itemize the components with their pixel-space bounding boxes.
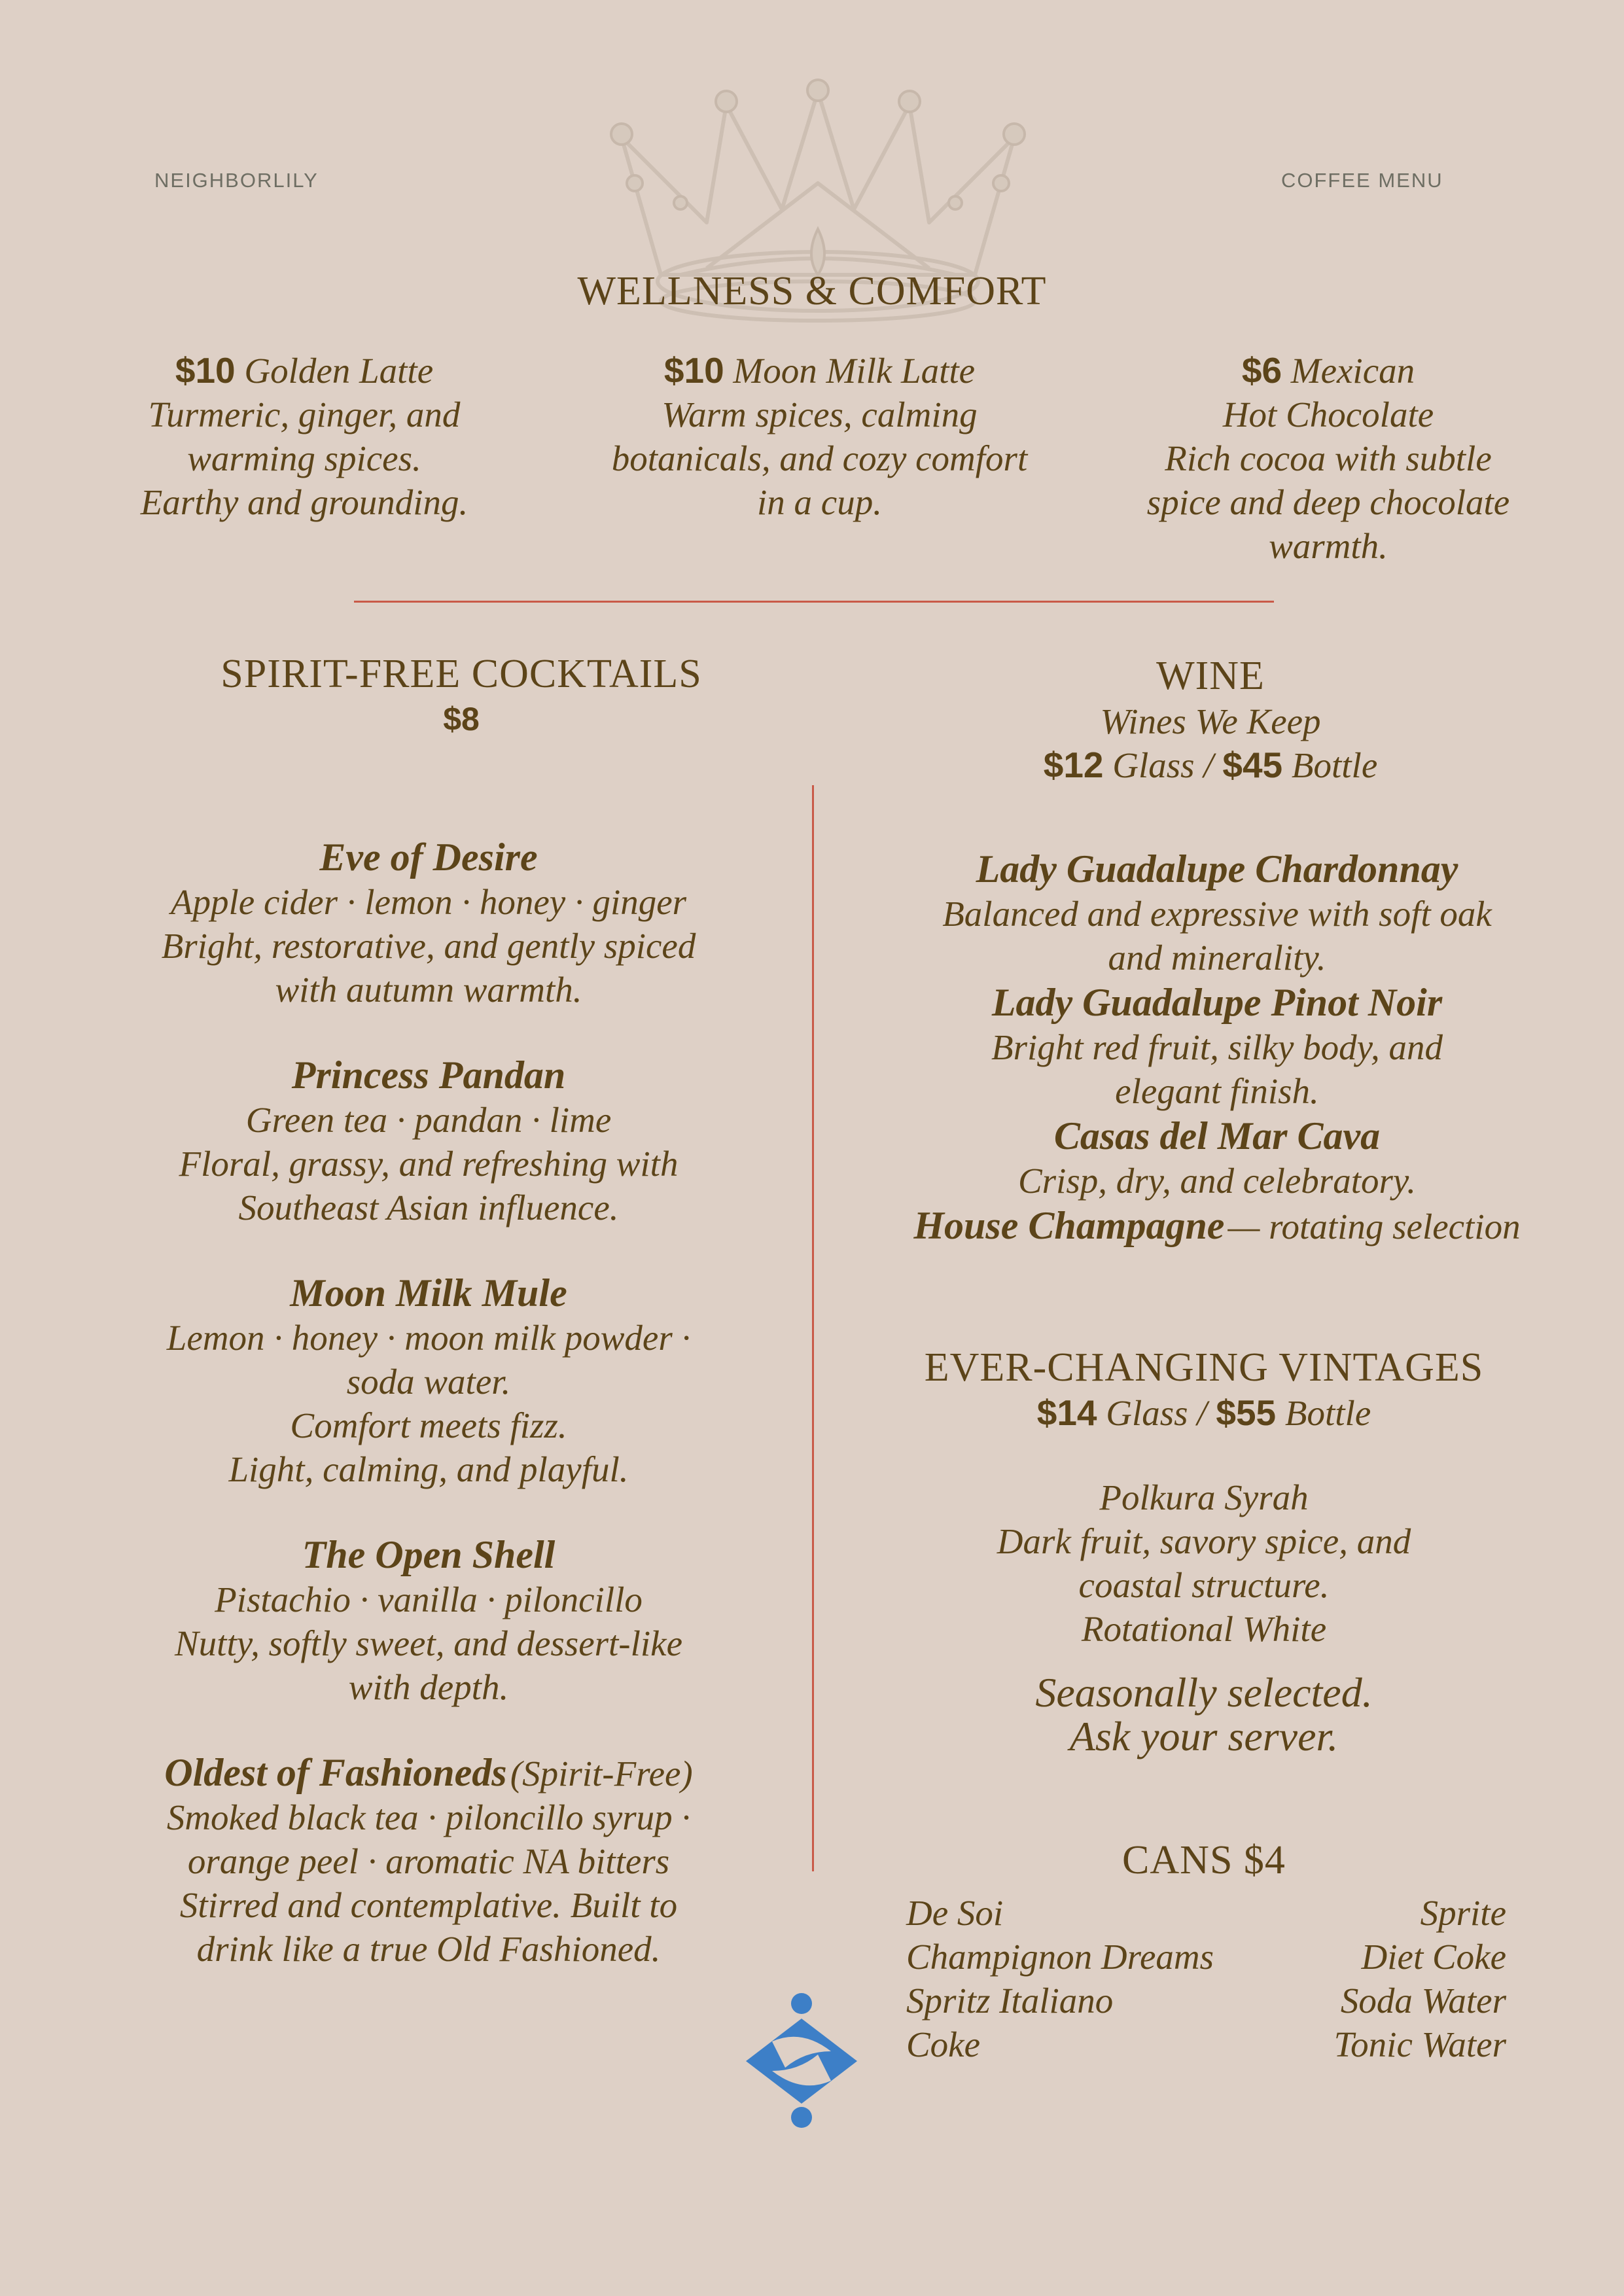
house-champagne-name: House Champagne xyxy=(913,1204,1225,1247)
vertical-divider xyxy=(812,785,814,1871)
can-item: Tonic Water xyxy=(1333,2024,1506,2064)
desc-line: Turmeric, ginger, and xyxy=(148,395,461,434)
vintages-glass-price: $14 xyxy=(1036,1392,1097,1433)
can-item: De Soi xyxy=(906,1893,1004,1933)
vintages-line: coastal structure. xyxy=(1078,1565,1330,1605)
cocktail-line: drink like a true Old Fashioned. xyxy=(196,1929,661,1969)
cocktail-line: Smoked black tea · piloncillo syrup · xyxy=(166,1797,691,1837)
cocktail-item xyxy=(65,1052,792,1229)
cocktail-heading xyxy=(65,1750,792,1795)
cocktail-suffix: (Spirit-Free) xyxy=(510,1754,693,1793)
cocktail-line: Light, calming, and playful. xyxy=(228,1449,629,1489)
wine-glass-label: Glass / xyxy=(1112,745,1214,785)
cocktail-line: Green tea · pandan · lime xyxy=(245,1100,612,1140)
wine-header xyxy=(857,653,1564,787)
vintages-line: Rotational White xyxy=(1081,1609,1327,1649)
golden-latte-item xyxy=(92,349,517,524)
menu-label: COFFEE MENU xyxy=(1281,169,1443,192)
cocktail-line: Lemon · honey · moon milk powder · xyxy=(166,1318,691,1358)
wine-pricing xyxy=(857,743,1564,787)
wine-name: Casas del Mar Cava xyxy=(1053,1114,1381,1157)
desc-line: Earthy and grounding. xyxy=(140,482,468,522)
cocktail-line: Floral, grassy, and refreshing with xyxy=(179,1144,679,1184)
vintages-title: EVER-CHANGING VINTAGES xyxy=(924,1345,1484,1390)
cans-right-list xyxy=(1334,1891,1506,2066)
cocktail-line: with depth. xyxy=(348,1667,509,1707)
golden-latte-price: $10 xyxy=(175,350,236,391)
cans-left-list xyxy=(906,1891,1214,2066)
cocktail-item xyxy=(65,1532,792,1709)
cocktail-line: Nutty, softly sweet, and dessert-like xyxy=(175,1623,682,1663)
hot-chocolate-price: $6 xyxy=(1241,350,1282,391)
spirit-free-list xyxy=(65,834,792,2011)
golden-latte-heading xyxy=(92,349,517,393)
cocktail-name: Oldest of Fashioneds xyxy=(164,1751,507,1794)
house-champagne xyxy=(857,1203,1577,1248)
vintages-line: Dark fruit, savory spice, and xyxy=(997,1521,1411,1561)
cocktail-line: Pistachio · vanilla · piloncillo xyxy=(215,1580,643,1619)
spirit-free-header xyxy=(98,651,824,738)
wine-line: Bright red fruit, silky body, and xyxy=(991,1027,1443,1067)
cocktail-item xyxy=(65,1750,792,1971)
wine-glass-price: $12 xyxy=(1043,745,1104,785)
wine-line: Crisp, dry, and celebratory. xyxy=(1017,1161,1417,1201)
cocktail-name: Princess Pandan xyxy=(291,1053,566,1097)
moon-milk-latte-item xyxy=(576,349,1063,524)
cocktail-name: Eve of Desire xyxy=(319,836,538,879)
vintages-note: Seasonally selected. xyxy=(1035,1669,1373,1716)
brand-logo-icon xyxy=(733,1989,870,2133)
vintages-note: Ask your server. xyxy=(1069,1713,1339,1759)
cocktail-item xyxy=(65,1270,792,1491)
desc-line: warmth. xyxy=(1269,526,1388,566)
spirit-free-title: SPIRIT-FREE COCKTAILS xyxy=(221,652,702,696)
house-champagne-note: — rotating selection xyxy=(1227,1207,1521,1246)
vintages-line: Polkura Syrah xyxy=(1099,1477,1309,1517)
desc-line: Rich cocoa with subtle xyxy=(1165,438,1492,478)
vintages-pricing xyxy=(857,1391,1551,1435)
vintages-glass-label: Glass / xyxy=(1106,1393,1207,1433)
cocktail-line: with autumn warmth. xyxy=(275,970,582,1010)
cans-title: CANS $4 xyxy=(1122,1838,1286,1882)
moon-milk-latte-price: $10 xyxy=(663,350,724,391)
spirit-free-price: $8 xyxy=(443,701,480,737)
cocktail-name: The Open Shell xyxy=(302,1533,556,1576)
desc-line: spice and deep chocolate xyxy=(1146,482,1510,522)
wine-line: elegant finish. xyxy=(1115,1071,1319,1111)
wine-bottle-price: $45 xyxy=(1222,745,1283,785)
cocktail-line: Apple cider · lemon · honey · ginger xyxy=(170,882,687,922)
hot-chocolate-name-2: Hot Chocolate xyxy=(1222,395,1434,434)
wine-name: Lady Guadalupe Pinot Noir xyxy=(991,981,1443,1024)
vintages-section xyxy=(857,1345,1551,1758)
wine-line: Balanced and expressive with soft oak xyxy=(942,894,1492,934)
cocktail-line: Stirred and contemplative. Built to xyxy=(179,1885,678,1925)
horizontal-divider xyxy=(354,601,1274,603)
moon-milk-latte-name: Moon Milk Latte xyxy=(733,351,976,391)
cocktail-line: orange peel · aromatic NA bitters xyxy=(187,1841,670,1881)
can-item: Coke xyxy=(906,2024,981,2064)
moon-milk-latte-heading xyxy=(576,349,1063,393)
can-item: Spritz Italiano xyxy=(906,1981,1114,2021)
desc-line: botanicals, and cozy comfort xyxy=(611,438,1028,478)
can-item: Sprite xyxy=(1420,1893,1506,1933)
can-item: Soda Water xyxy=(1340,1981,1506,2021)
cocktail-line: soda water. xyxy=(346,1362,511,1402)
desc-line: in a cup. xyxy=(757,482,882,522)
wine-name: Lady Guadalupe Chardonnay xyxy=(976,847,1458,891)
desc-line: Warm spices, calming xyxy=(662,395,978,434)
wine-bottle-label: Bottle xyxy=(1291,745,1378,785)
can-item: Champignon Dreams xyxy=(906,1937,1214,1977)
wellness-title: WELLNESS & COMFORT xyxy=(577,269,1047,313)
wine-subtitle: Wines We Keep xyxy=(1100,701,1321,741)
wine-title: WINE xyxy=(1156,654,1265,698)
wine-line: and minerality. xyxy=(1108,938,1326,978)
cocktail-line: Comfort meets fizz. xyxy=(290,1405,567,1445)
cocktail-name: Moon Milk Mule xyxy=(290,1271,567,1315)
desc-line: warming spices. xyxy=(187,438,421,478)
golden-latte-name: Golden Latte xyxy=(244,351,434,391)
wine-list xyxy=(857,846,1577,1248)
cocktail-item xyxy=(65,834,792,1012)
vintages-bottle-label: Bottle xyxy=(1284,1393,1371,1433)
can-item: Diet Coke xyxy=(1361,1937,1506,1977)
cocktail-line: Bright, restorative, and gently spiced xyxy=(161,926,696,966)
brand-label: NEIGHBORLILY xyxy=(154,169,319,192)
hot-chocolate-name: Mexican xyxy=(1290,351,1415,391)
vintages-bottle-price: $55 xyxy=(1216,1392,1277,1433)
hot-chocolate-item xyxy=(1112,349,1544,568)
cocktail-line: Southeast Asian influence. xyxy=(238,1188,619,1227)
hot-chocolate-heading xyxy=(1112,349,1544,393)
